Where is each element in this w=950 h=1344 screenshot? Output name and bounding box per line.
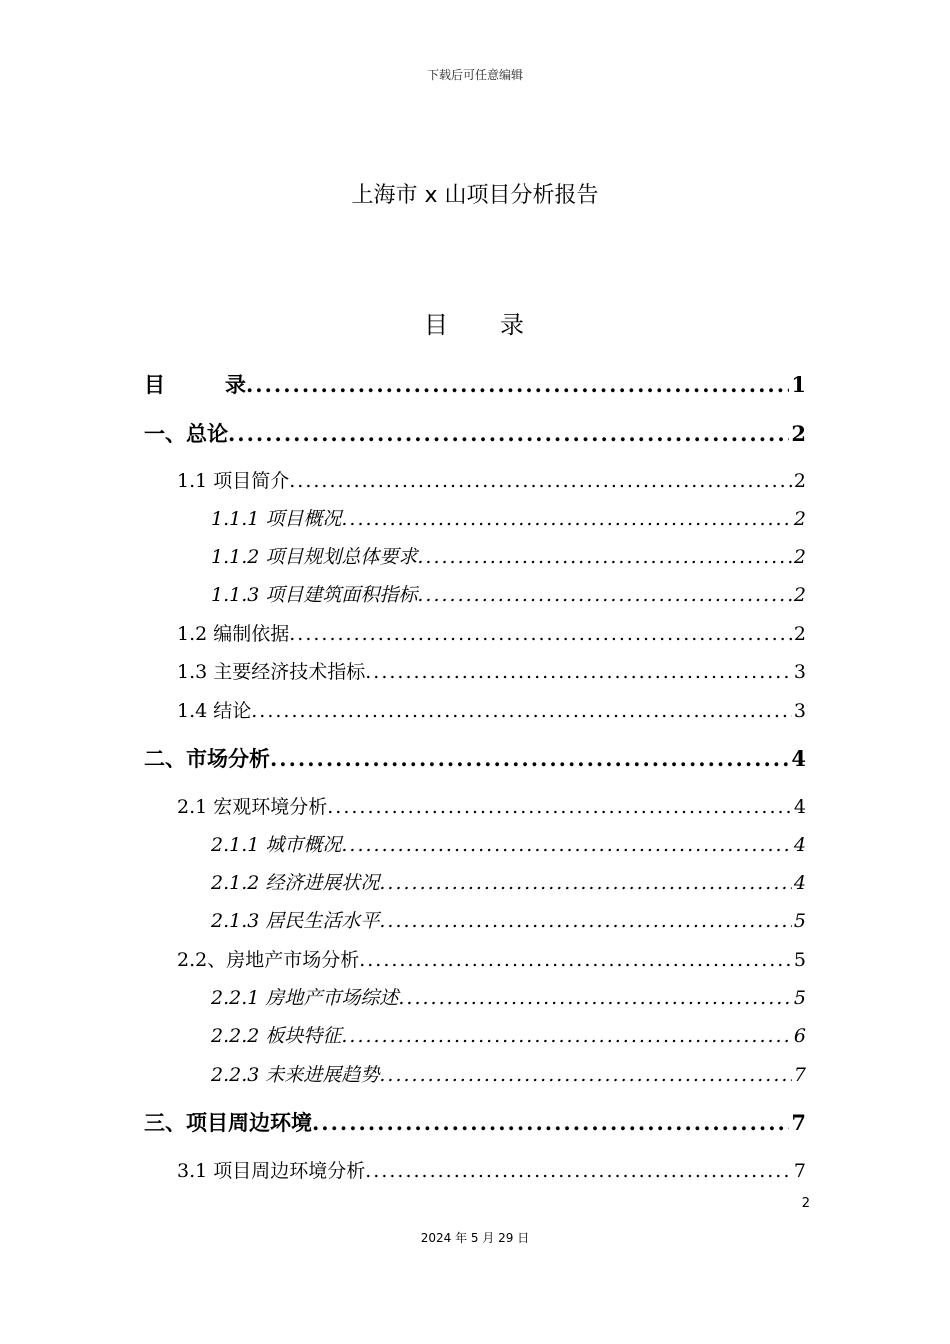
footer-date: 2024 年 5 月 29 日 [420, 1231, 530, 1245]
toc-entry[interactable] [211, 580, 806, 607]
toc-entry-page: 3 [793, 700, 806, 722]
toc-leader [398, 987, 792, 1009]
toc-entry-page: 4 [793, 796, 806, 818]
toc-entry-text: 1.1.3 项目建筑面积指标 [211, 584, 418, 606]
toc-entry-text: 目 录 [144, 373, 246, 397]
toc-entry-text: 2.2.2 板块特征 [211, 1025, 342, 1047]
toc-entry[interactable] [177, 466, 806, 493]
toc-entry[interactable] [211, 983, 806, 1010]
toc-entry-page: 1 [791, 372, 806, 397]
toc-entry-page: 4 [791, 746, 806, 771]
toc-entry[interactable] [177, 696, 806, 723]
toc-entry[interactable] [177, 657, 806, 684]
toc-leader [341, 1025, 792, 1047]
toc-entry-page: 6 [793, 1025, 806, 1047]
toc-entry[interactable] [211, 868, 806, 895]
toc-entry[interactable] [177, 792, 806, 819]
toc-leader [270, 746, 789, 771]
toc-entry[interactable] [211, 1060, 806, 1087]
page-number: 2 [801, 1196, 810, 1211]
toc-entry-text: 2.1.2 经济进展状况 [211, 872, 380, 894]
toc-leader [365, 661, 792, 683]
toc-leader [417, 546, 792, 568]
toc-entry-page: 7 [791, 1110, 806, 1135]
toc-entry-text: 1.2 编制依据 [177, 623, 290, 645]
toc-entry[interactable] [211, 504, 806, 531]
toc-entry-text: 1.1.2 项目规划总体要求 [211, 546, 418, 568]
toc-entry-text: 一、总论 [144, 422, 228, 446]
toc-entry-page: 2 [793, 470, 806, 492]
toc-heading-left: 目 [424, 311, 450, 339]
toc-entry-text: 2.2、房地产市场分析 [177, 949, 360, 971]
toc-entry-page: 5 [793, 949, 806, 971]
toc-entry-text: 2.1 宏观环境分析 [177, 796, 328, 818]
toc-entry-text: 1.4 结论 [177, 700, 252, 722]
toc-entry[interactable] [211, 1021, 806, 1048]
toc-entry[interactable] [144, 1107, 806, 1137]
toc-entry-text: 二、市场分析 [144, 747, 270, 771]
toc-leader [251, 700, 792, 722]
document-title: 上海市 x 山项目分析报告 [351, 183, 599, 208]
toc-entry-page: 4 [793, 872, 806, 894]
toc-entry[interactable] [177, 945, 806, 972]
toc-entry-page: 3 [793, 661, 806, 683]
toc-entry-page: 2 [793, 508, 806, 530]
toc-entry-page: 2 [793, 623, 806, 645]
toc-entry[interactable] [211, 542, 806, 569]
toc-entry-text: 3.1 项目周边环境分析 [177, 1160, 366, 1182]
toc-heading-right: 录 [500, 311, 526, 339]
toc-entry-page: 7 [793, 1160, 806, 1182]
toc-leader [289, 623, 792, 645]
toc-entry-page: 5 [793, 910, 806, 932]
toc-leader [246, 372, 789, 397]
toc-entry[interactable] [144, 743, 806, 773]
toc-entry[interactable] [211, 830, 806, 857]
toc-entry-page: 2 [791, 421, 806, 446]
toc-leader [359, 949, 792, 971]
toc-leader [365, 1160, 792, 1182]
toc-entry-page: 5 [793, 987, 806, 1009]
toc-leader [327, 796, 792, 818]
toc-entry[interactable] [211, 906, 806, 933]
toc-entry-text: 1.1.1 项目概况 [211, 508, 342, 530]
toc-entry-text: 2.2.3 未来进展趋势 [211, 1064, 380, 1086]
toc-leader [379, 1064, 792, 1086]
toc-leader [312, 1110, 789, 1135]
toc-entry-page: 4 [793, 834, 806, 856]
toc-leader [417, 584, 792, 606]
toc-entry[interactable] [144, 369, 806, 399]
toc-entry-text: 1.1 项目简介 [177, 470, 290, 492]
toc-entry-page: 7 [793, 1064, 806, 1086]
toc-entry-page: 2 [793, 584, 806, 606]
toc-leader [341, 834, 792, 856]
toc-entry[interactable] [177, 1156, 806, 1183]
toc-entry-text: 1.3 主要经济技术指标 [177, 661, 366, 683]
toc-leader [341, 508, 792, 530]
toc-entry-text: 2.1.3 居民生活水平 [211, 910, 380, 932]
header-note: 下载后可任意编辑 [426, 68, 523, 82]
toc-entry-page: 2 [793, 546, 806, 568]
toc-leader [379, 872, 792, 894]
toc-entry-text: 2.1.1 城市概况 [211, 834, 342, 856]
toc-entry[interactable] [177, 619, 806, 646]
toc-leader [379, 910, 792, 932]
toc-leader [228, 421, 789, 446]
toc-entry-text: 2.2.1 房地产市场综述 [211, 987, 399, 1009]
toc-leader [289, 470, 792, 492]
toc-entry[interactable] [144, 418, 806, 448]
toc-entry-text: 三、项目周边环境 [144, 1111, 312, 1135]
